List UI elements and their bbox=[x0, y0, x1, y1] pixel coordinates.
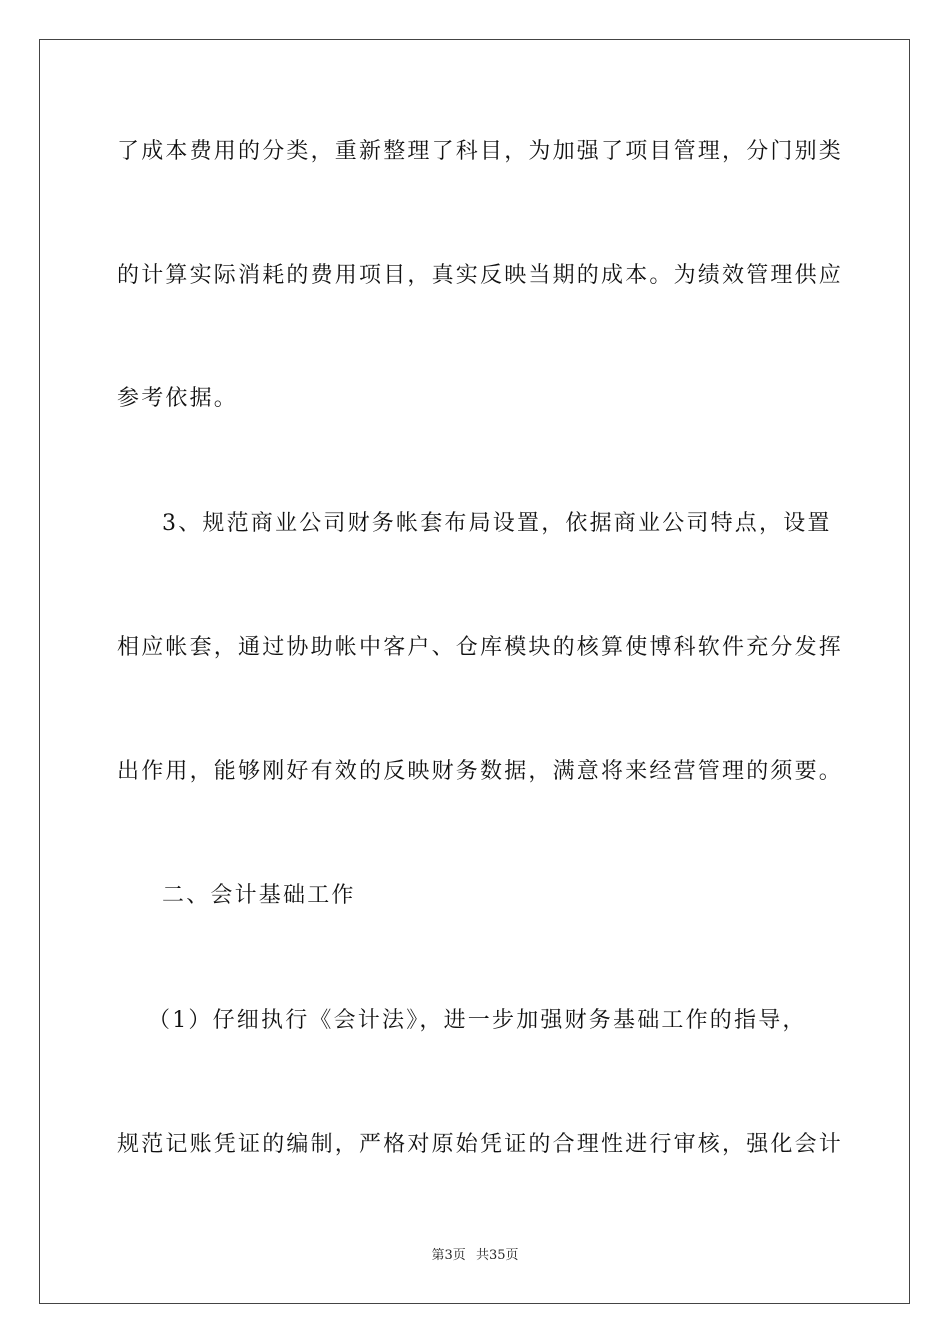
body-text-line: 出作用，能够刚好有效的反映财务数据，满意将来经营管理的须要。 bbox=[117, 759, 844, 784]
body-text-line: 规范记账凭证的编制，严格对原始凭证的合理性进行审核，强化会计 bbox=[117, 1132, 844, 1157]
page-border bbox=[39, 39, 910, 1304]
body-text-line: 相应帐套，通过协助帐中客户、仓库模块的核算使博科软件充分发挥 bbox=[117, 635, 844, 660]
paragraph-start-line: 3、规范商业公司财务帐套布局设置，依据商业公司特点，设置 bbox=[162, 511, 832, 536]
body-text-line: 的计算实际消耗的费用项目，真实反映当期的成本。为绩效管理供应 bbox=[117, 263, 844, 288]
paragraph-start-line: （1）仔细执行《会计法》，进一步加强财务基础工作的指导， bbox=[148, 1008, 807, 1033]
body-text-line: 了成本费用的分类，重新整理了科目，为加强了项目管理，分门别类 bbox=[117, 139, 844, 164]
page-footer bbox=[0, 1247, 950, 1265]
page-total: 共35页 bbox=[475, 1248, 519, 1263]
page-number: 第3页 bbox=[431, 1248, 466, 1263]
body-text-line: 参考依据。 bbox=[117, 386, 239, 411]
section-heading: 二、会计基础工作 bbox=[162, 883, 356, 908]
